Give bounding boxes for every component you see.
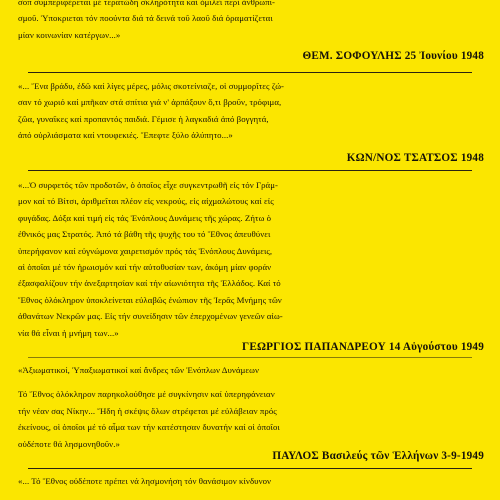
quote-line: σοπ συμπεριφέρεται μέ τερατώδη σκληρότητα καί ὁμιλεῖ περί ἀνθρωπι- xyxy=(18,0,276,7)
quote-line: ὑπερήφανον καί εὐγνώμονα χαιρετισμόν πρός τάς Ἐνόπλους Δυνάμεις, xyxy=(18,245,273,256)
separator-rule xyxy=(28,170,472,171)
quote-line: Ἔθνος ὁλόκληρον ὑποκλείνεται εὐλαβῶς ἐνώπιον τῆς Ἱερᾶς Μνήμης τῶν xyxy=(18,294,282,305)
quote-tsatsos xyxy=(18,78,484,144)
signature-sofoulis: ΘΕΜ. ΣΟΦΟΥΛΗΣ 25 Ἰουνίου 1948 xyxy=(302,50,484,62)
quote-line: σαν τό χωριό καί μπῆκαν στά σπίτια γιά ν' ἁρπάξουν ὅ,τι βροῦν, τρόφιμα, xyxy=(18,97,282,108)
quote-pavlos xyxy=(18,362,484,452)
quote-line: τήν νέαν σας Νίκην... Ἤδη ἡ σκέψις ὅλων στρέφεται μέ εὐλάβειαν πρός xyxy=(18,405,277,416)
quote-sofoulis xyxy=(18,0,484,43)
quote-line: ἀπό οὐρλιάσματα καί ντουφεκιές. Ἔπεφτε ξύλο ἀλύπητο...» xyxy=(18,130,233,141)
separator-rule xyxy=(28,468,472,469)
quote-line: Τό Ἔθνος ὁλόκληρον παρηκολούθησε μέ συγκίνησιν καί ὑπερηφάνειαν xyxy=(18,389,275,400)
quote-line: φυγάδας. Δόξα καί τιμή εἰς τάς Ἐνόπλους Δυνάμεις τῆς χώρας. Ζήτω ὁ xyxy=(18,212,272,223)
quote-line: ζῶα, γυναῖκες καί προπαντός παιδιά. Γέμισε ἡ λαγκαδιά ἀπό βογγητά, xyxy=(18,113,269,124)
quote-blank-line xyxy=(18,378,484,386)
quote-line: «Ἀξιωματικοί, Ὑπαξιωματικοί καί ἄνδρες τῶν Ἐνόπλων Δυνάμεων xyxy=(18,365,259,375)
quote-line: οὐδέποτε θά λησμονηθοῦν.» xyxy=(18,438,120,449)
quote-line: αἱ ὁποῖαι μέ τόν ἡρωισμόν καί τήν αὐτοθυσίαν των, ἀκόμη μίαν φοράν xyxy=(18,262,272,273)
signature-papandreou: ΓΕΩΡΓΙΟΣ ΠΑΠΑΝΔΡΕΟΥ 14 Αὐγούστου 1949 xyxy=(242,341,484,353)
separator-rule xyxy=(28,357,472,358)
quote-papandreou xyxy=(18,177,484,341)
signature-tsatsos: ΚΩΝ/ΝΟΣ ΤΣΑΤΣΟΣ 1948 xyxy=(346,152,484,164)
quote-line: ἀθανάτων Νεκρῶν μας. Εἰς τήν συνείδησιν τῶν ἐπερχομένων γενεῶν αἰω- xyxy=(18,311,283,322)
separator-rule xyxy=(28,72,472,73)
quote-line: «... Τό Ἔθνος οὐδέποτε πρέπει νά λησμονήση τόν θανάσιμον κίνδυνον xyxy=(18,476,272,486)
quote-line: «...Ὁ συρφετός τῶν προδοτῶν, ὁ ὁποῖος εἶχε συγκεντρωθῆ εἰς τόν Γράμ- xyxy=(18,180,278,190)
quote-final xyxy=(18,473,484,489)
quote-line: ἐκείνους, οἱ ὁποῖοι μέ τό αἷμα των τήν κατέστησαν δυνατήν καί οἱ ὁποῖοι xyxy=(18,422,280,433)
quote-line: «... Ἕνα βράδυ, ἐδῶ καί λίγες μέρες, μόλις σκοτείνιαζε, οἱ συμμορῖτες ζώ- xyxy=(18,81,285,91)
quote-line: ἐξασφαλίζουν τήν ἀνεξαρτησίαν καί τήν αἰωνιότητα τῆς Ἑλλάδος. Καί τό xyxy=(18,278,281,289)
quote-line: ἐθνικός μας Στρατός. Ἀπό τά βάθη τῆς ψυχῆς του τό Ἔθνος ἀπευθύνει xyxy=(18,229,271,240)
quote-line: μον καί τό Βίτσι, ἀριθμεῖται πλέον εἰς νεκρούς, εἰς αἰχμαλώτους καί εἰς xyxy=(18,196,274,207)
quote-line: νία θά εἶναι ἡ μνήμη των...» xyxy=(18,327,119,338)
signature-pavlos: ΠΑΥΛΟΣ Βασιλεύς τῶν Ἑλλήνων 3-9-1949 xyxy=(272,450,484,462)
quote-line: σμοῦ. Ὑποκριεται τόν ποούντα διά τά δεινά τοῦ λαοῦ διά ὀραματίζεται xyxy=(18,13,273,24)
quote-line: μίαν κοινωνίαν κατέργων...» xyxy=(18,29,121,40)
